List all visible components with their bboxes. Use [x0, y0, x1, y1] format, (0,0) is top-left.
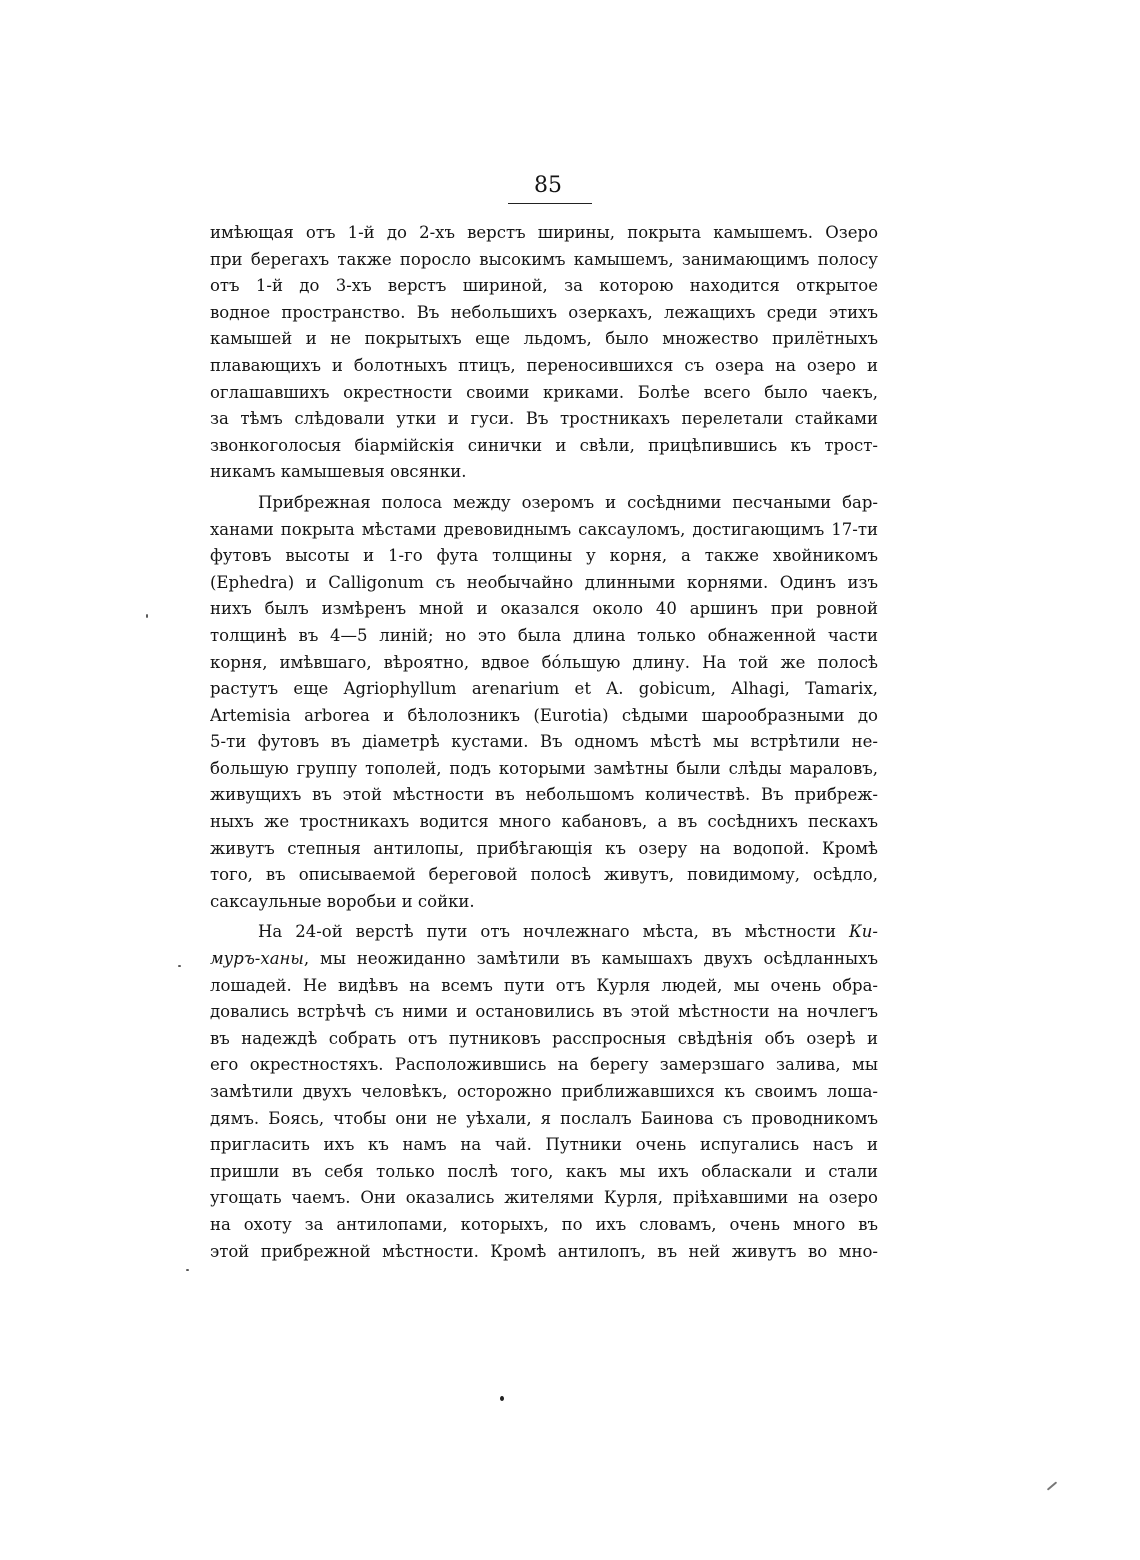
text-line: угощать чаемъ. Они оказались жителями Курля, пріѣхавшими на озеро: [210, 1188, 878, 1208]
paragraph-3: [210, 919, 878, 1265]
text-line: ныхъ же тростникахъ водится много кабановъ, а въ сосѣднихъ пескахъ: [210, 812, 878, 832]
text-line: пригласить ихъ къ намъ на чай. Путники очень испугались насъ и: [210, 1135, 878, 1155]
text-line: дямъ. Боясь, чтобы они не уѣхали, я послалъ Баинова съ проводникомъ: [210, 1108, 878, 1128]
text-line: толщинѣ въ 4—5 линій; но это была длина только обнаженной части: [210, 625, 878, 645]
text-line: замѣтили двухъ человѣкъ, осторожно приближавшихся къ своимъ лоша-: [210, 1082, 878, 1101]
text-line: [210, 946, 878, 973]
text-line: Прибрежная полоса между озеромъ и сосѣдними песчаными бар-: [258, 492, 878, 512]
paragraph-2: [210, 490, 878, 916]
text-line: [210, 919, 878, 946]
text-line: футовъ высоты и 1-го фута толщины у корня, а также хвойникомъ: [210, 546, 878, 566]
scan-speck: [178, 965, 181, 967]
text-line: того, въ описываемой береговой полосѣ живутъ, повидимому, осѣдло,: [210, 865, 878, 885]
text-line: нихъ былъ измѣренъ мной и оказался около 40 аршинъ при ровной: [210, 599, 878, 619]
text-line: камышей и не покрытыхъ еще льдомъ, было множество прилётныхъ: [210, 329, 878, 349]
text-line: большую группу тополей, подъ которыми замѣтны были слѣды мараловъ,: [210, 758, 878, 778]
text-line: Artemisia arborea и бѣлолозникъ (Eurotia) сѣдыми шарообразными до: [210, 705, 878, 725]
text-run: На 24-ой верстѣ пути отъ ночлежнаго мѣста, въ мѣстности: [258, 922, 850, 942]
paragraph-1: [210, 220, 878, 486]
text-line: имѣющая отъ 1-й до 2-хъ верстъ ширины, покрыта камышемъ. Озеро: [210, 223, 878, 242]
text-line: плавающихъ и болотныхъ птицъ, переносившихся съ озера на озеро и: [210, 355, 878, 375]
text-line: живутъ степныя антилопы, прибѣгающія къ озеру на водопой. Кромѣ: [210, 838, 878, 858]
text-line: на охоту за антилопами, которыхъ, по ихъ словамъ, очень много въ: [210, 1214, 878, 1234]
text-line: при берегахъ также поросло высокимъ камышемъ, занимающимъ полосу: [210, 249, 878, 269]
place-name-italic: Ки-: [849, 922, 878, 942]
text-line: корня, имѣвшаго, вѣроятно, вдвое бóльшую длину. На той же полосѣ: [210, 652, 878, 672]
text-line: звонкоголосыя біармійскія синички и свѣли, прицѣпившись къ трост-: [210, 435, 878, 455]
text-line: лошадей. Не видѣвъ на всемъ пути отъ Курля людей, мы очень обра-: [210, 975, 878, 995]
text-run: , мы неожиданно замѣтили въ камышахъ двухъ осѣдланныхъ: [303, 949, 878, 969]
text-line: (Ephedra) и Calligonum съ необычайно длинными корнями. Одинъ изъ: [210, 572, 878, 592]
text-line: за тѣмъ слѣдовали утки и гуси. Въ тростникахъ перелетали стайками: [210, 409, 878, 429]
text-line: саксаульные воробьи и сойки.: [210, 891, 475, 911]
page-number-rule: [508, 203, 592, 204]
text-line: растутъ еще Agriophyllum arenarium et A. gobicum, Alhagi, Tamarix,: [210, 679, 878, 699]
page-number: 85: [534, 173, 562, 198]
text-line: никамъ камышевыя овсянки.: [210, 462, 467, 482]
scan-speck: [146, 614, 148, 618]
place-name-italic: муръ-ханы: [210, 949, 304, 969]
text-line: его окрестностяхъ. Расположившись на берегу замерзшаго залива, мы: [210, 1055, 878, 1075]
scan-speck: [1047, 1481, 1057, 1490]
scan-speck: [186, 1269, 189, 1271]
body-text: [210, 220, 878, 1265]
text-line: довались встрѣчѣ съ ними и остановились въ этой мѣстности на ночлегъ: [210, 1002, 878, 1022]
text-line: отъ 1-й до 3-хъ верстъ шириной, за которою находится открытое: [210, 276, 878, 296]
text-line: водное пространство. Въ небольшихъ озеркахъ, лежащихъ среди этихъ: [210, 302, 878, 322]
text-line: пришли въ себя только послѣ того, какъ мы ихъ обласкали и стали: [210, 1161, 878, 1181]
text-line: оглашавшихъ окрестности своими криками. Болѣе всего было чаекъ,: [210, 382, 878, 402]
text-line: ханами покрыта мѣстами древовиднымъ саксауломъ, достигающимъ 17-ти: [210, 519, 878, 539]
text-line: въ надеждѣ собрать отъ путниковъ расспросныя свѣдѣнія объ озерѣ и: [210, 1028, 878, 1048]
text-line: живущихъ въ этой мѣстности въ небольшомъ количествѣ. Въ прибреж-: [210, 785, 878, 805]
text-line: этой прибрежной мѣстности. Кромѣ антилопъ, въ ней живутъ во мно-: [210, 1241, 878, 1261]
printer-dot: [500, 1396, 504, 1401]
text-line: 5-ти футовъ въ діаметрѣ кустами. Въ одномъ мѣстѣ мы встрѣтили не-: [210, 732, 878, 752]
